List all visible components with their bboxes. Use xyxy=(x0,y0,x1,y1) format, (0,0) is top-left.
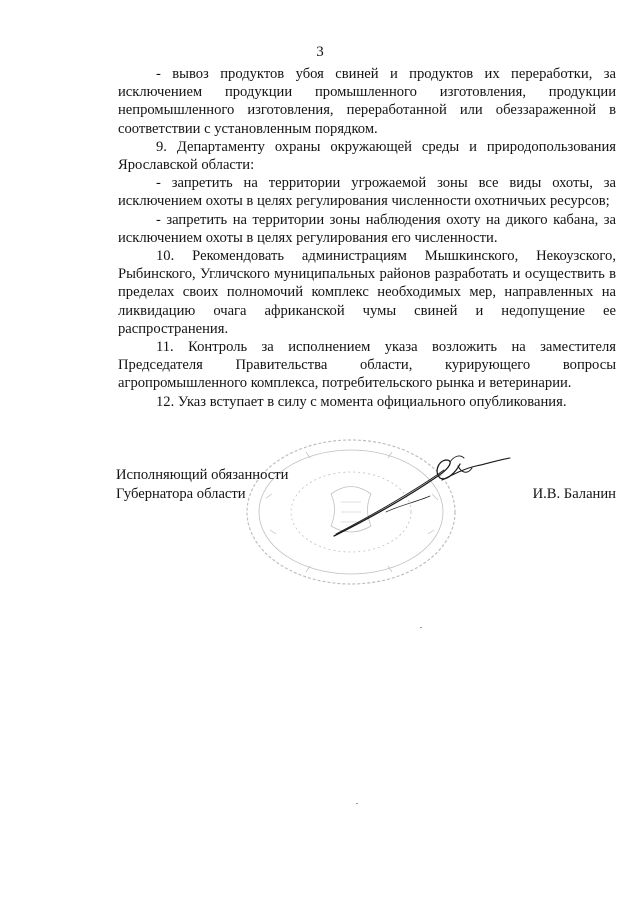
scan-speck xyxy=(420,627,422,628)
scan-speck xyxy=(356,803,358,804)
page-number: 3 xyxy=(316,44,324,60)
paragraph-export-ban: - вывоз продуктов убоя свиней и продуктов их переработки, за исключением продукции промышленного изготовления, продукции непромышленного изготовления, переработанной или обеззараженной в соответствии с установленным порядком. xyxy=(118,66,616,137)
signatory-title xyxy=(116,466,288,503)
paragraph-item-11: 11. Контроль за исполнением указа возложить на заместителя Председателя Правительства области, курирующего вопросы агропромышленного комплекса, потребительского рынка и ветеринарии. xyxy=(118,339,616,392)
document-body xyxy=(118,65,616,411)
paragraph-boar-hunting-ban: - запретить на территории зоны наблюдения охоту на дикого кабана, за исключением охоты в целях регулирования его численности. xyxy=(118,211,616,246)
paragraph-hunting-ban: - запретить на территории угрожаемой зоны все виды охоты, за исключением охоты в целях регулирования численности охотничьих ресурсов; xyxy=(118,175,616,210)
paragraph-item-9: 9. Департаменту охраны окружающей среды и природопользования Ярославской области: xyxy=(118,138,616,174)
paragraph-item-12: 12. Указ вступает в силу с момента официального опубликования. xyxy=(156,393,567,410)
signatory-title-line-2: Губернатора области xyxy=(116,485,246,502)
signatory-title-line-1: Исполняющий обязанности xyxy=(116,467,289,483)
handwritten-signature xyxy=(326,450,526,540)
paragraph-item-10: 10. Рекомендовать администрациям Мышкинского, Некоузского, Рыбинского, Угличского муниципальных районов разработать и осуществить в пределах своих полномочий комплекс необходимых мер, направленных на ликвидацию очага африканской чумы свиней и недопущение ее распространения. xyxy=(118,248,616,337)
signatory-name: И.В. Баланин xyxy=(532,485,616,502)
signature-block xyxy=(116,466,616,606)
